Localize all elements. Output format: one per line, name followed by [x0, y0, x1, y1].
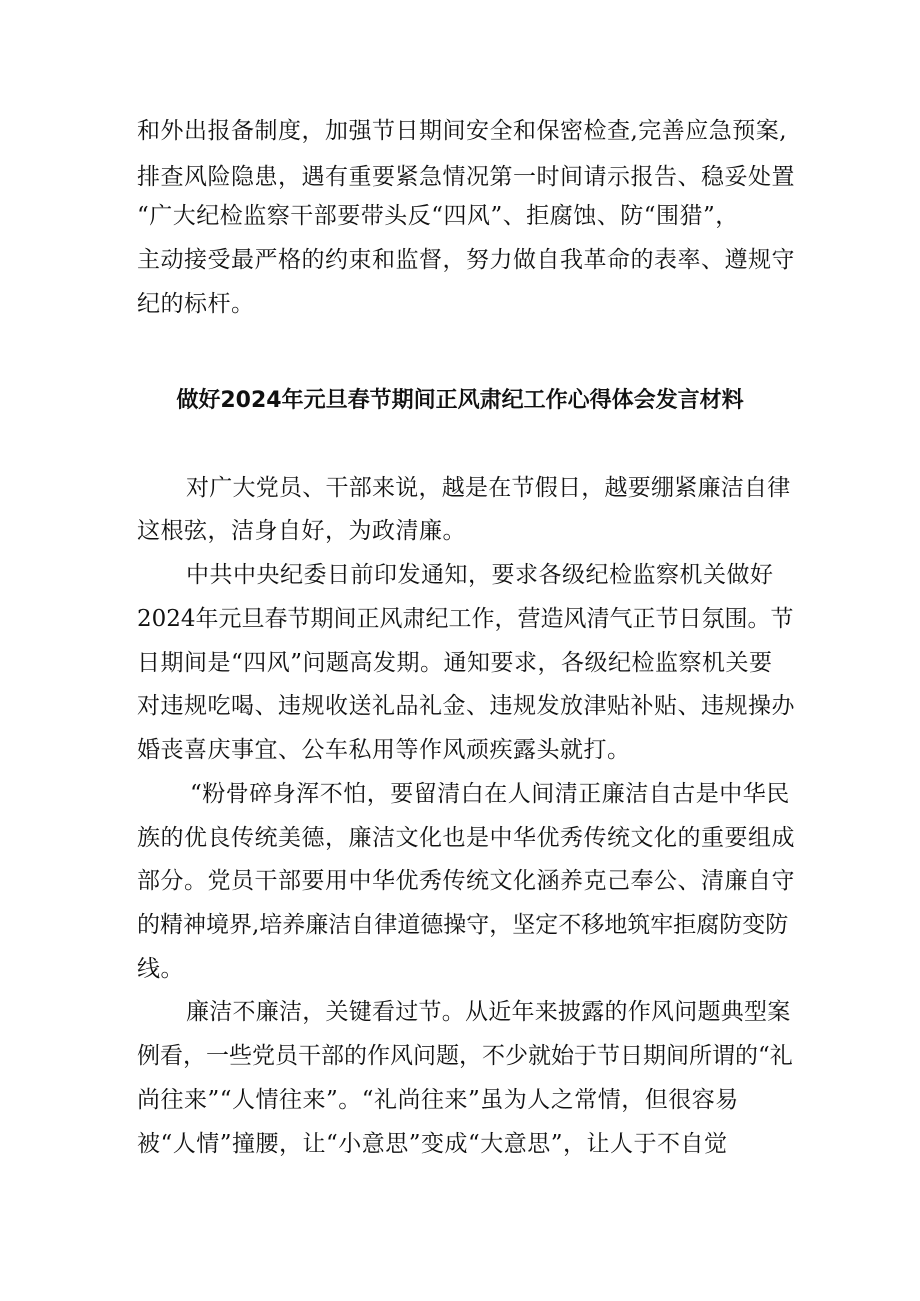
paragraph-line: 例看，一些党员干部的作风问题，不少就始于节日期间所谓的“礼	[137, 1043, 793, 1069]
paragraph-line: 被“人情”撞腰，让“小意思”变成“大意思”，让人于不自觉	[137, 1131, 728, 1157]
paragraph-line: 的精神境界,培养廉洁自律道德操守，坚定不移地筑牢拒腐防变防	[137, 912, 789, 938]
paragraph-line: 廉洁不廉洁，关键看过节。从近年来披露的作风问题典型案	[186, 999, 791, 1025]
paragraph-line: 尚往来”“人情往来”。“礼尚往来”虽为人之常情，但很容易	[137, 1087, 739, 1113]
paragraph-line: 族的优良传统美德，廉洁文化也是中华优秀传统文化的重要组成	[137, 825, 795, 851]
paragraph-line: 2024年元旦春节期间正风肃纪工作，营造风清气正节日氛围。节	[137, 606, 794, 632]
paragraph-line: 婚丧喜庆事宜、公车私用等作风顽疾露头就打。	[137, 737, 631, 763]
paragraph-line: 对广大党员、干部来说，越是在节假日，越要绷紧廉洁自律	[186, 475, 791, 501]
paragraph-line: 和外出报备制度，加强节日期间安全和保密检查,完善应急预案,	[137, 118, 788, 144]
paragraph-line: 部分。党员干部要用中华优秀传统文化涵养克己奉公、清廉自守	[137, 868, 795, 894]
paragraph-line: 中共中央纪委日前印发通知，要求各级纪检监察机关做好	[186, 562, 774, 588]
paragraph-line: 这根弦，洁身自好，为政清廉。	[137, 518, 466, 544]
paragraph-line: 对违规吃喝、违规收送礼品礼金、违规发放津贴补贴、违规操办	[137, 693, 795, 719]
paragraph-line: 排查风险隐患，遇有重要紧急情况第一时间请示报告、稳妥处置	[137, 164, 795, 190]
section-title: 做好2024年元旦春节期间正风肃纪工作心得体会发言材料	[176, 388, 744, 413]
paragraph-line: 日期间是“四风”问题高发期。通知要求，各级纪检监察机关要	[137, 650, 773, 676]
paragraph-line: “广大纪检监察干部要带头反“四风”、拒腐蚀、防“围猎”，	[137, 203, 739, 229]
paragraph-line: “粉骨碎身浑不怕，要留清白在人间清正廉洁自古是中华民	[190, 781, 790, 807]
paragraph-line: 线。	[137, 956, 184, 982]
paragraph-line: 纪的标杆。	[137, 291, 255, 317]
paragraph-line: 主动接受最严格的约束和监督，努力做自我革命的表率、遵规守	[137, 247, 795, 273]
